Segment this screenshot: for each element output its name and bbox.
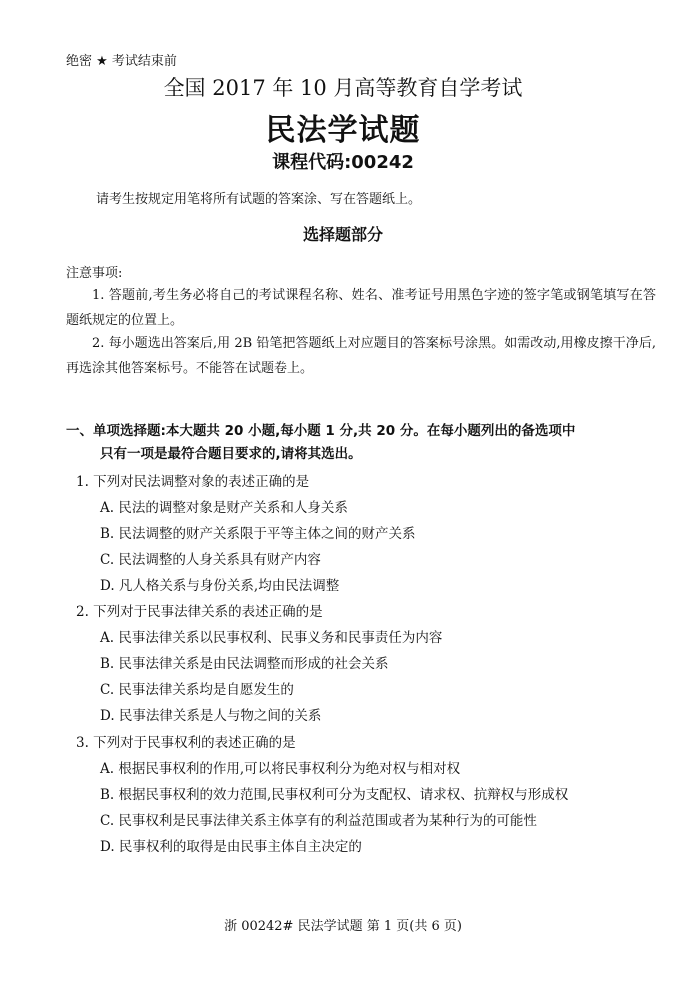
question-stem: 1. 下列对民法调整对象的表述正确的是 [76, 474, 310, 490]
answer-option: A. 民法的调整对象是财产关系和人身关系 [100, 500, 348, 516]
answer-option: C. 民事法律关系均是自愿发生的 [100, 682, 294, 698]
answer-option: D. 凡人格关系与身份关系,均由民法调整 [100, 578, 340, 594]
answer-option: A. 根据民事权利的作用,可以将民事权利分为绝对权与相对权 [100, 761, 461, 777]
exam-title: 全国 2017 年 10 月高等教育自学考试 [163, 76, 523, 100]
answer-instruction: 请考生按规定用笔将所有试题的答案涂、写在答题纸上。 [96, 192, 422, 207]
answer-option: D. 民事权利的取得是由民事主体自主决定的 [100, 839, 362, 855]
part-heading [66, 420, 646, 466]
note-item: 1. 答题前,考生务必将自己的考试课程名称、姓名、准考证号用黑色字迹的签字笔或钢笔填写在答题纸规定的位置上。 [66, 288, 656, 328]
part-heading-line: 只有一项是最符合题目要求的,请将其选出。 [100, 446, 362, 462]
confidential-mark: 绝密 ★ 考试结束前 [66, 54, 177, 69]
question-stem: 3. 下列对于民事权利的表述正确的是 [76, 735, 296, 751]
course-code: 课程代码:00242 [272, 152, 414, 173]
part-heading-line: 一、单项选择题:本大题共 20 小题,每小题 1 分,共 20 分。在每小题列出的备选项中 [66, 423, 576, 439]
answer-option: B. 民法调整的财产关系限于平等主体之间的财产关系 [100, 526, 416, 542]
answer-option: D. 民事法律关系是人与物之间的关系 [100, 708, 322, 724]
paper-title: 民法学试题 [265, 113, 421, 148]
page-footer: 浙 00242# 民法学试题 第 1 页(共 6 页) [224, 919, 462, 934]
section-title: 选择题部分 [302, 225, 383, 244]
answer-option: C. 民法调整的人身关系具有财产内容 [100, 552, 321, 568]
note-item: 2. 每小题选出答案后,用 2B 铅笔把答题纸上对应题目的答案标号涂黑。如需改动,用橡皮擦干净后,再选涂其他答案标号。不能答在试题卷上。 [66, 336, 656, 376]
notes-title: 注意事项: [66, 266, 123, 281]
answer-option: A. 民事法律关系以民事权利、民事义务和民事责任为内容 [100, 630, 443, 646]
answer-option: B. 民事法律关系是由民法调整而形成的社会关系 [100, 656, 389, 672]
question-stem: 2. 下列对于民事法律关系的表述正确的是 [76, 604, 323, 620]
answer-option: B. 根据民事权利的效力范围,民事权利可分为支配权、请求权、抗辩权与形成权 [100, 787, 569, 803]
answer-option: C. 民事权利是民事法律关系主体享有的利益范围或者为某种行为的可能性 [100, 813, 537, 829]
